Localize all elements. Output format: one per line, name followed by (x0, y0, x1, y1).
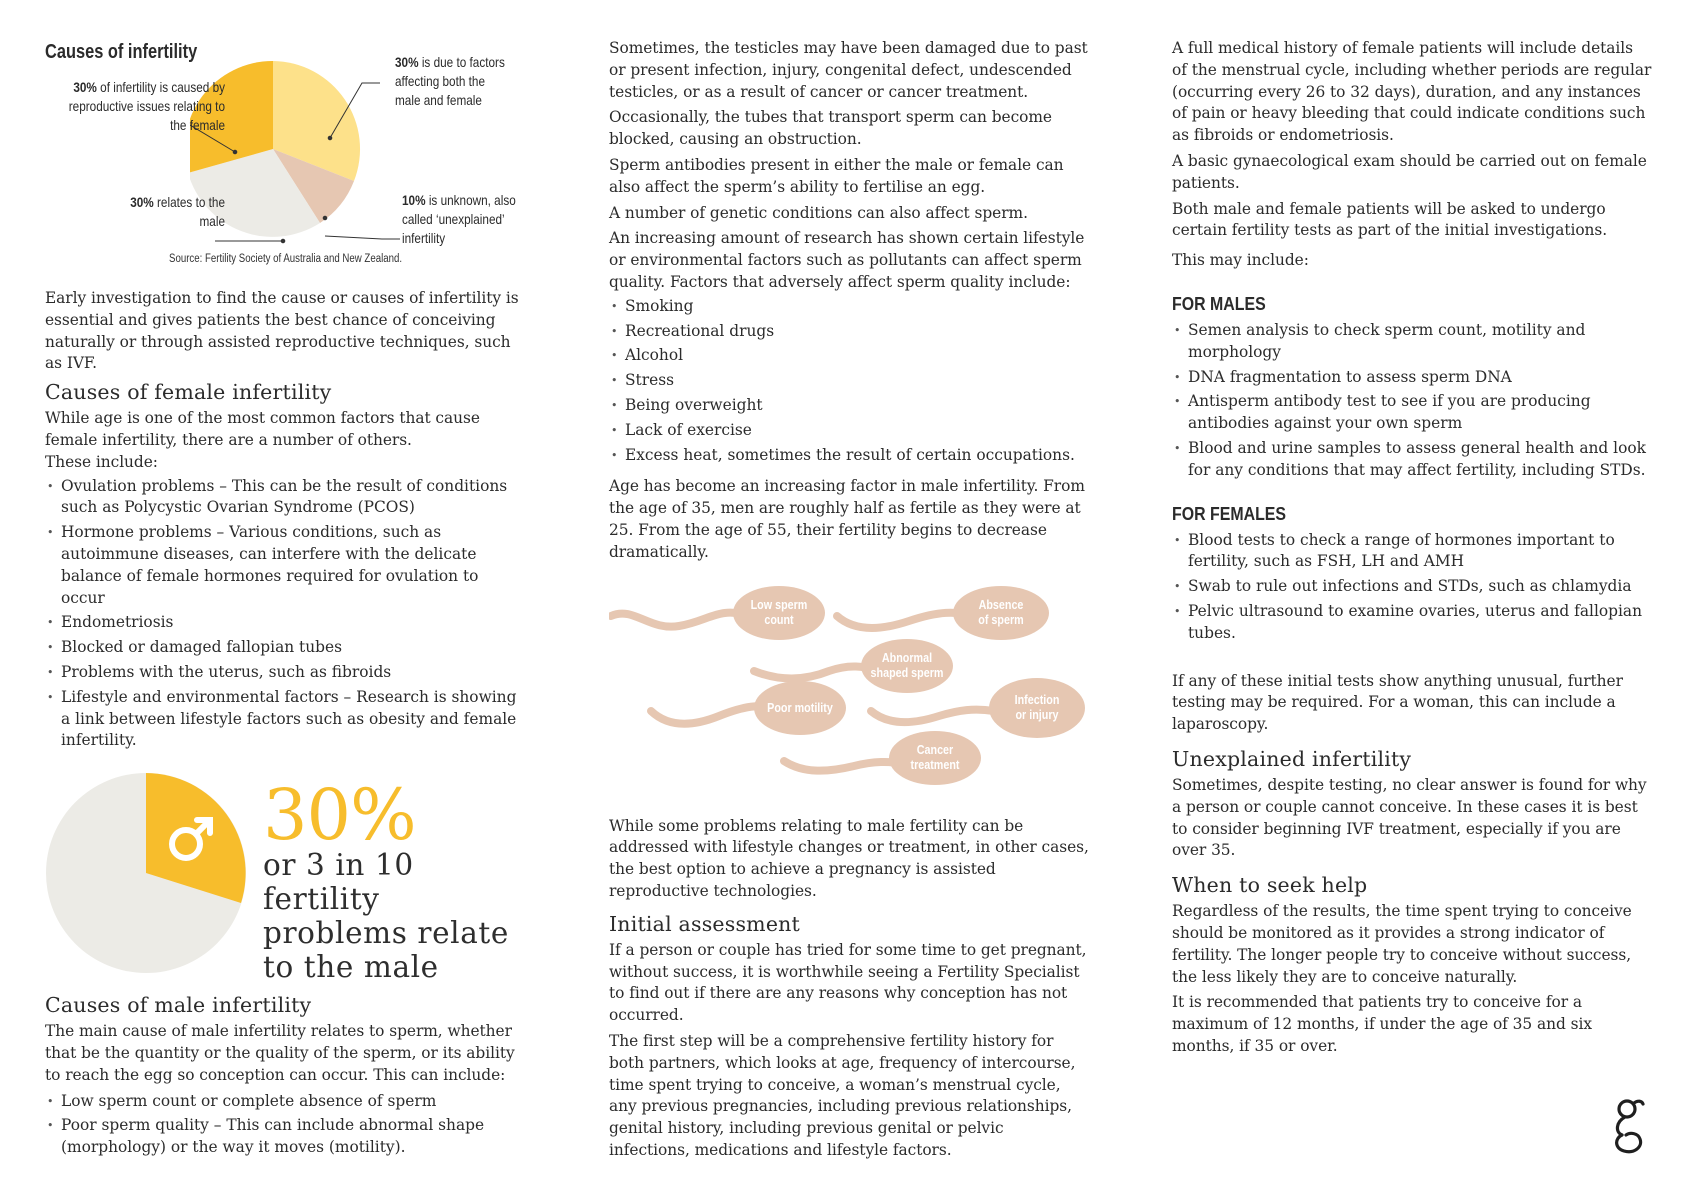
male-causes-list (45, 1091, 520, 1159)
unexplained-paragraph: Sometimes, despite testing, no clear answer is found for why a person or couple cannot conceive. In these cases it is best to consider beginning IVF treatment, especially if you are over 35. (1172, 775, 1647, 860)
sperm-label-low-count: Low sperm count (750, 597, 808, 627)
sperm-label-cancer: Cancer treatment (910, 742, 960, 772)
pie-label-female: 30% of infertility is caused by reproductive issues relating to the female (68, 79, 225, 133)
female-infertility-heading: Causes of female infertility (45, 380, 332, 405)
list-item: • Low sperm count or complete absence of sperm (45, 1091, 520, 1113)
sperm-tail-cancer (784, 761, 904, 771)
list-item: • Lack of exercise (609, 420, 1089, 442)
art-paragraph: While some problems relating to male fertility can be addressed with lifestyle changes or treatment, in other cases, the best option to achieve a pregnancy is assisted reproductive technologies. (609, 816, 1089, 900)
list-item: • Being overweight (609, 395, 1089, 417)
male-factors-illustration (609, 586, 1089, 802)
list-item: • Ovulation problems – This can be the result of conditions such as Polycystic Ovarian Syndrome (PCOS) (45, 476, 520, 520)
antibodies-paragraph: Sperm antibodies present in either the male or female can also affect the sperm’s ability to fertilise an egg. (609, 155, 1064, 196)
sperm-tail-infection (871, 709, 994, 722)
list-item: • Stress (609, 370, 1089, 392)
list-item: • Blood tests to check a range of hormones important to fertility, such as FSH, LH and AMH (1172, 530, 1652, 574)
male-intro: The main cause of male infertility relates to sperm, whether that be the quantity or the quality of the sperm, or its ability to reach the egg so conception can occur. This can include: (45, 1022, 515, 1084)
female-lead: These include: (45, 452, 158, 471)
list-item: • DNA fragmentation to assess sperm DNA (1172, 367, 1652, 389)
leader-unknown (325, 236, 400, 239)
list-item: • Problems with the uterus, such as fibroids (45, 662, 520, 684)
further-testing-paragraph: If any of these initial tests show anything unusual, further testing may be required. For a woman, this can include a laparoscopy. (1172, 671, 1623, 734)
genetic-paragraph: A number of genetic conditions can also affect sperm. (609, 203, 1028, 222)
age-paragraph: Age has become an increasing factor in male infertility. From the age of 35, men are roughly half as fertile as they were at 25. From the age of 55, their fertility begins to decrease dramatically. (609, 477, 1085, 561)
male-stat-callout (45, 768, 520, 988)
list-item: • Endometriosis (45, 612, 520, 634)
pie-title: Causes of infertility (45, 41, 198, 63)
column-left (45, 38, 520, 1163)
unexplained-heading: Unexplained infertility (1172, 746, 1412, 771)
sperm-label-poor-motility: Poor motility (767, 700, 833, 715)
female-tests-list (1172, 530, 1652, 645)
list-item: • Smoking (609, 296, 1089, 318)
pie-source: Source: Fertility Society of Australia and New Zealand. (169, 253, 403, 265)
for-males-heading: FOR MALES (1172, 292, 1266, 314)
sperm-factors-list (609, 296, 1089, 467)
pie-label-both: 30% is due to factors affecting both the male and female (395, 54, 505, 108)
history-paragraph: A full medical history of female patients will include details of the menstrual cycle, including whether periods are regular (occurring every 26 to 32 days), duration, and any instances of pain or heavy bleeding that could indicate conditions such as fibroids or endometriosis. (1172, 39, 1652, 145)
male-infertility-heading: Causes of male infertility (45, 993, 312, 1018)
sperm-label-abnormal: Abnormal shaped sperm (870, 650, 944, 680)
list-item: • Alcohol (609, 345, 1089, 367)
intro-paragraph: Early investigation to find the cause or causes of infertility is essential and gives patients the best chance of conceiving naturally or through assisted reproductive techniques, such as IVF. (45, 289, 519, 373)
column-middle (609, 38, 1089, 1166)
list-item: • Antisperm antibody test to see if you are producing antibodies against your own sperm (1172, 391, 1652, 435)
tubes-paragraph: Occasionally, the tubes that transport sperm can become blocked, causing an obstruction. (609, 108, 1052, 149)
sperm-label-infection: Infection or injury (1014, 692, 1060, 722)
stat-value: 30% (263, 774, 416, 857)
tests-paragraph: Both male and female patients will be asked to undergo certain fertility tests as part of the initial investigations. (1172, 199, 1608, 240)
pie-label-unknown: 10% is unknown, also called ‘unexplained’ infertility (402, 192, 516, 246)
may-include: This may include: (1172, 251, 1309, 270)
seek-help-paragraph-1: Regardless of the results, the time spent trying to conceive should be monitored as it provides a strong indicator of fertility. The longer people try to conceive without success, the less likely they are to conceive naturally. (1172, 902, 1632, 986)
female-causes-list (45, 476, 520, 753)
lifestyle-paragraph: An increasing amount of research has shown certain lifestyle or environmental factors such as pollutants can affect sperm quality. Factors that adversely affect sperm quality include: (609, 229, 1085, 291)
column-right (1172, 38, 1652, 1062)
male-stat-pie (43, 768, 253, 978)
list-item: • Lifestyle and environmental factors – Research is showing a link between lifestyle factors such as obesity and female infertility. (45, 687, 520, 752)
causes-pie-chart (190, 60, 430, 250)
list-item: • Pelvic ultrasound to examine ovaries, uterus and fallopian tubes. (1172, 601, 1652, 645)
list-item: • Blood and urine samples to assess general health and look for any conditions that may affect fertility, including STDs. (1172, 438, 1652, 482)
initial-paragraph-2: The first step will be a comprehensive fertility history for both partners, which looks at age, frequency of intercourse, time spent trying to conceive, a woman’s menstrual cycle, any previous pregnancies, including previous relationships, genital history, including previous genital or pelvic infections, medications and lifestyle factors. (609, 1031, 1076, 1159)
seek-help-heading: When to seek help (1172, 873, 1368, 898)
initial-assessment-heading: Initial assessment (609, 911, 800, 936)
pie-label-male: 30% relates to the male (130, 194, 225, 229)
seek-help-paragraph-2: It is recommended that patients try to conceive for a maximum of 12 months, if under the age of 35 and six months, if 35 or over. (1172, 993, 1592, 1055)
sperm-tail-low-count (611, 612, 749, 626)
list-item: • Semen analysis to check sperm count, motility and morphology (1172, 320, 1652, 364)
list-item: • Swab to rule out infections and STDs, such as chlamydia (1172, 576, 1652, 598)
list-item: • Poor sperm quality – This can include abnormal shape (morphology) or the way it moves (motility). (45, 1115, 520, 1159)
female-intro: While age is one of the most common factors that cause female infertility, there are a number of others. (45, 409, 480, 449)
list-item: • Recreational drugs (609, 321, 1089, 343)
for-females-heading: FOR FEMALES (1172, 502, 1287, 524)
brand-logo-icon (1612, 1098, 1646, 1154)
list-item: • Excess heat, sometimes the result of certain occupations. (609, 445, 1089, 467)
testicles-paragraph: Sometimes, the testicles may have been damaged due to past or present infection, injury, congenital defect, undescended testicles, or as a result of cancer or cancer treatment. (609, 39, 1088, 101)
stat-caption: or 3 in 10 fertility problems relate to the male (263, 848, 509, 985)
gynae-paragraph: A basic gynaecological exam should be carried out on female patients. (1172, 151, 1647, 192)
list-item: • Hormone problems – Various conditions, such as autoimmune diseases, can interfere with the delicate balance of female hormones required for ovulation to occur (45, 522, 520, 609)
male-tests-list (1172, 320, 1652, 482)
initial-paragraph-1: If a person or couple has tried for some time to get pregnant, without success, it is worthwhile seeing a Fertility Specialist to find out if there are any reasons why conception has not occurred. (609, 940, 1087, 1025)
list-item: • Blocked or damaged fallopian tubes (45, 637, 520, 659)
sperm-tail-abnormal (754, 666, 879, 678)
sperm-label-absence: Absence of sperm (978, 597, 1024, 627)
infertility-causes-figure (45, 38, 520, 278)
